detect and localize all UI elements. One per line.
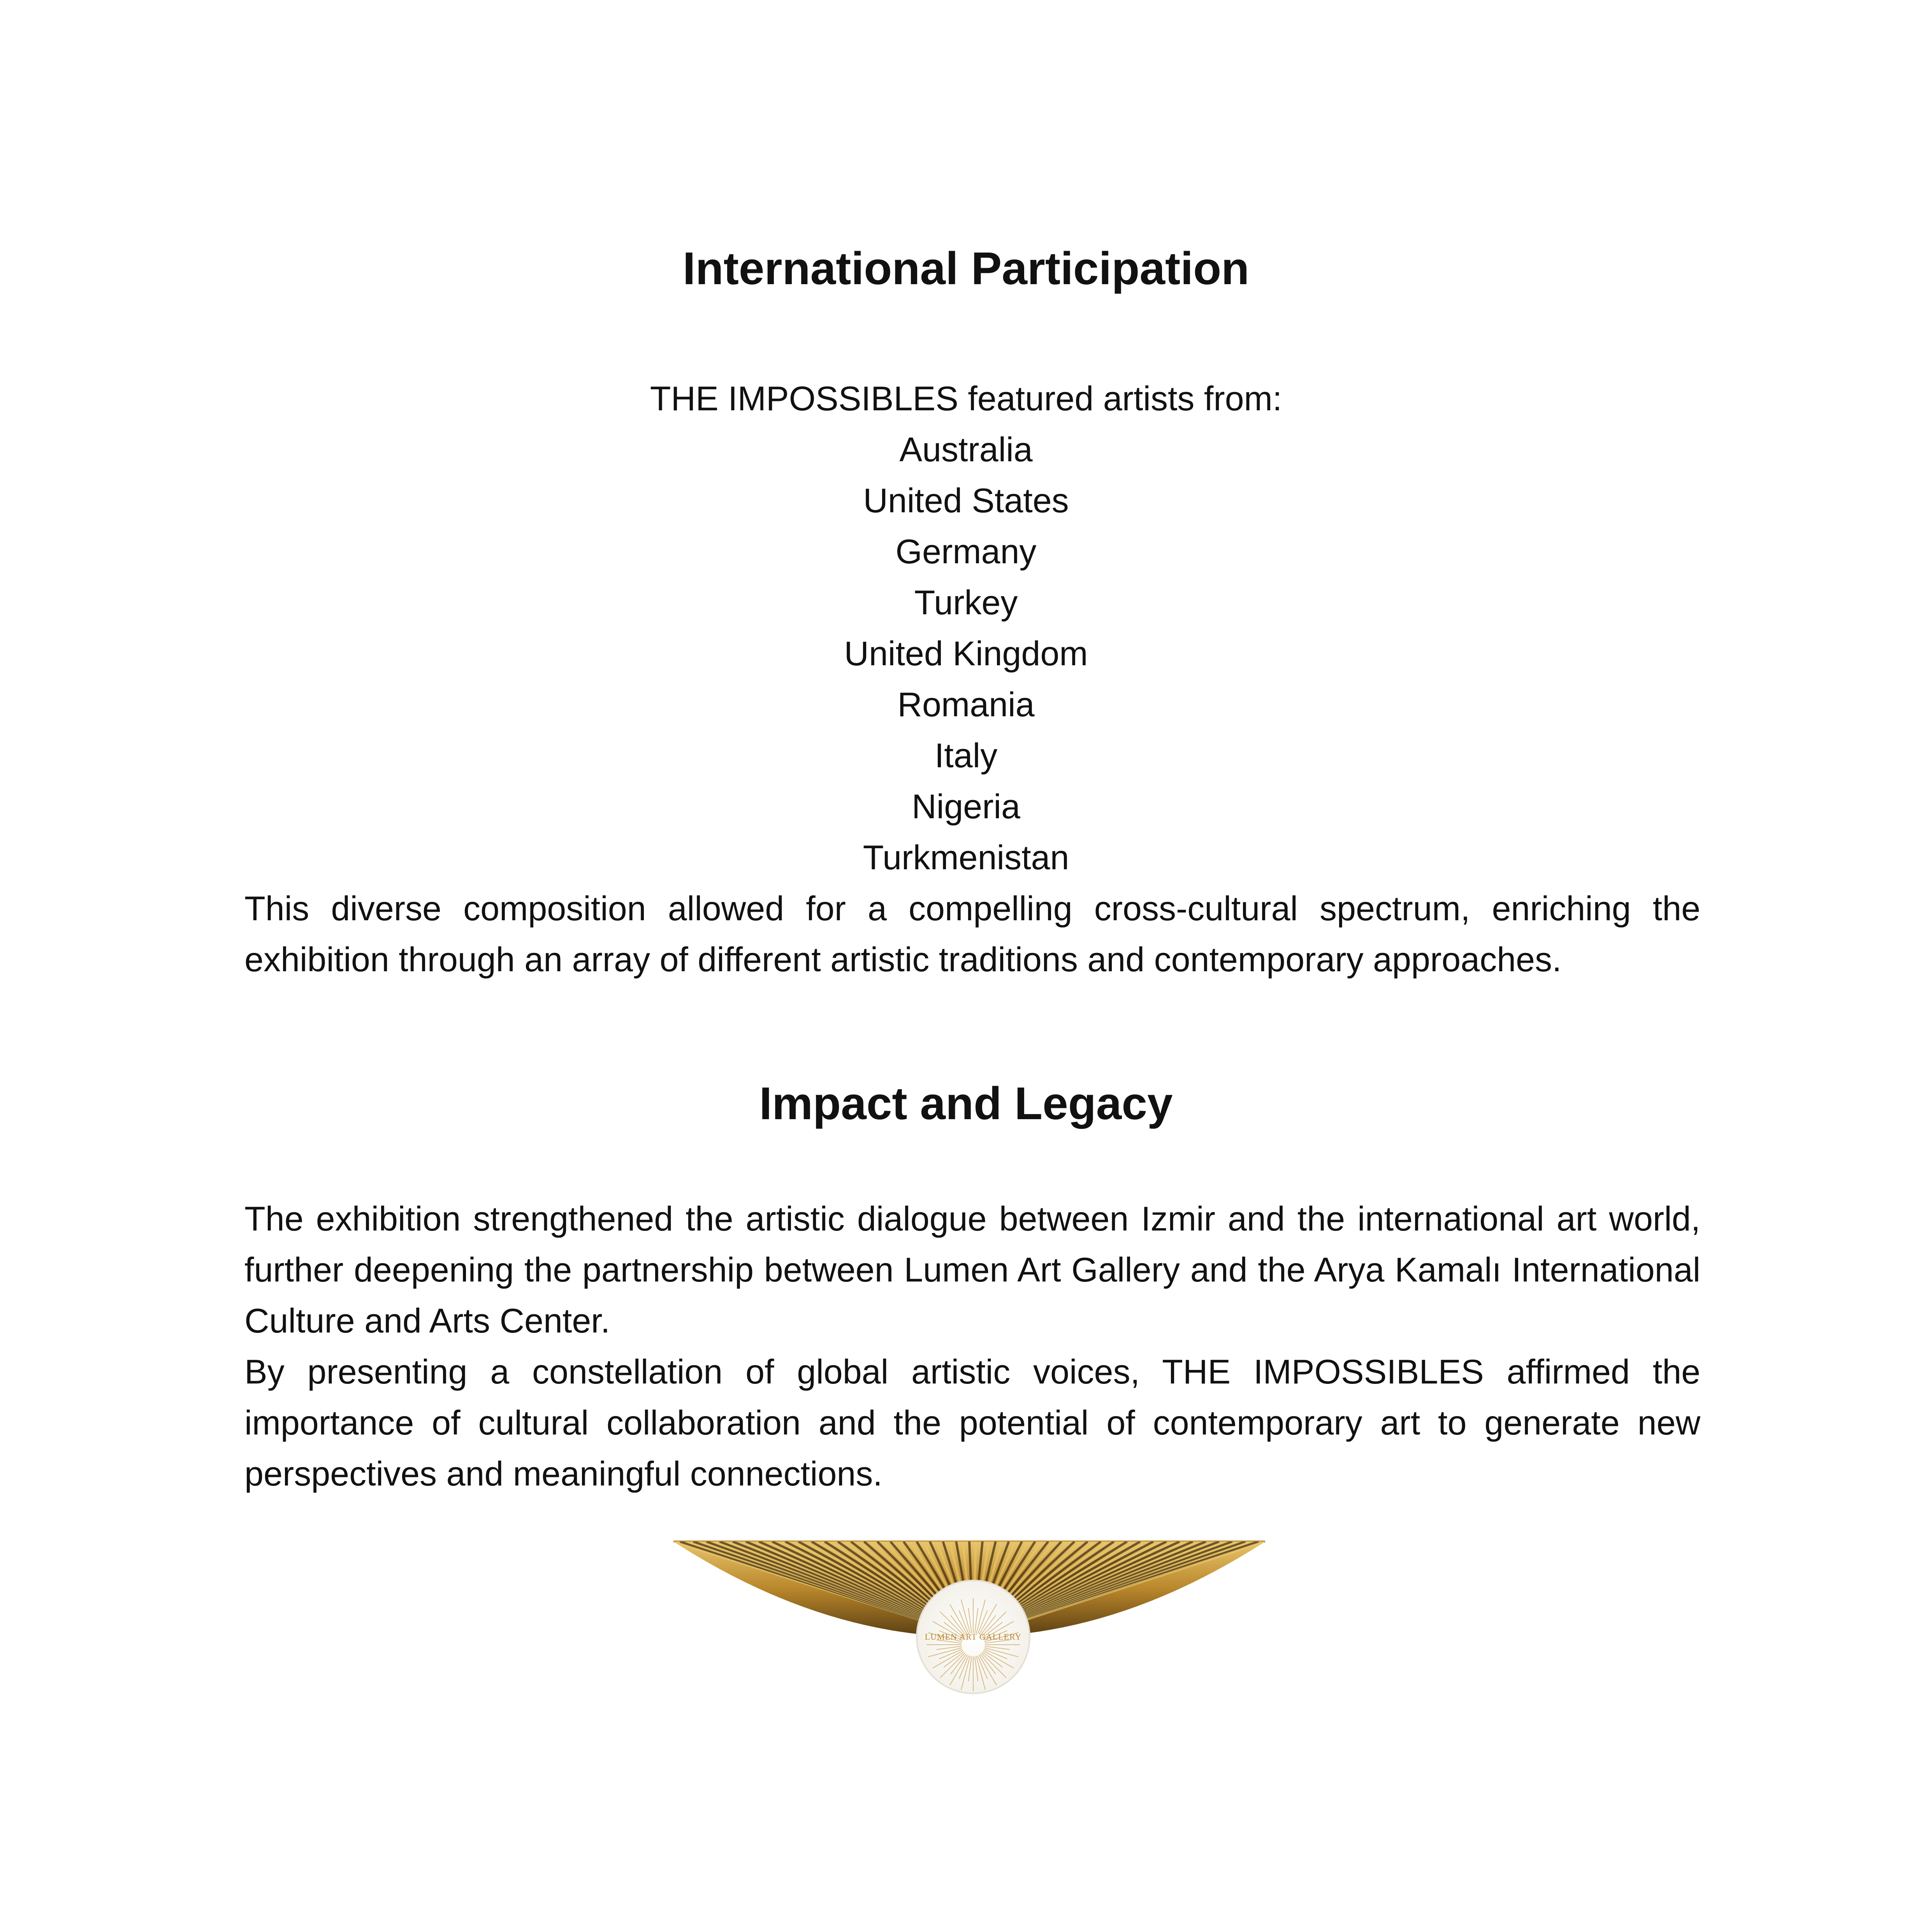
impact-paragraph-2: By presenting a constellation of global artistic voices, THE IMPOSSIBLES affirmed the importance of cultural collaboration and the potential of contemporary art to generate new perspectives and meaningful connections.	[244, 1352, 1700, 1493]
country-item: Romania	[897, 685, 1035, 724]
international-participation-heading: International Participation	[682, 243, 1250, 294]
country-item: Italy	[934, 736, 998, 775]
impact-paragraph-1: The exhibition strengthened the artistic dialogue between Izmir and the international art world, further deepening the partnership between Lumen Art Gallery and the Arya Kamalı International Culture and Arts Center.	[244, 1199, 1700, 1340]
diversity-paragraph: This diverse composition allowed for a compelling cross-cultural spectrum, enriching the exhibition through an array of different artistic traditions and contemporary approaches.	[244, 889, 1700, 979]
impact-legacy-heading: Impact and Legacy	[759, 1078, 1173, 1129]
country-item: Germany	[895, 532, 1037, 571]
country-item: Turkmenistan	[863, 838, 1069, 877]
country-item: United States	[863, 481, 1069, 520]
countries-block	[0, 373, 1932, 883]
country-item: Nigeria	[912, 787, 1020, 826]
logo-text: LUMEN ART GALLERY	[925, 1632, 1022, 1642]
golden-fan-logo	[673, 1538, 1265, 1717]
country-item: Turkey	[914, 583, 1018, 622]
gallery-emblem	[673, 1538, 1265, 1717]
country-item: United Kingdom	[844, 634, 1088, 673]
countries-intro: THE IMPOSSIBLES featured artists from:	[650, 379, 1282, 418]
country-item: Australia	[899, 430, 1033, 469]
